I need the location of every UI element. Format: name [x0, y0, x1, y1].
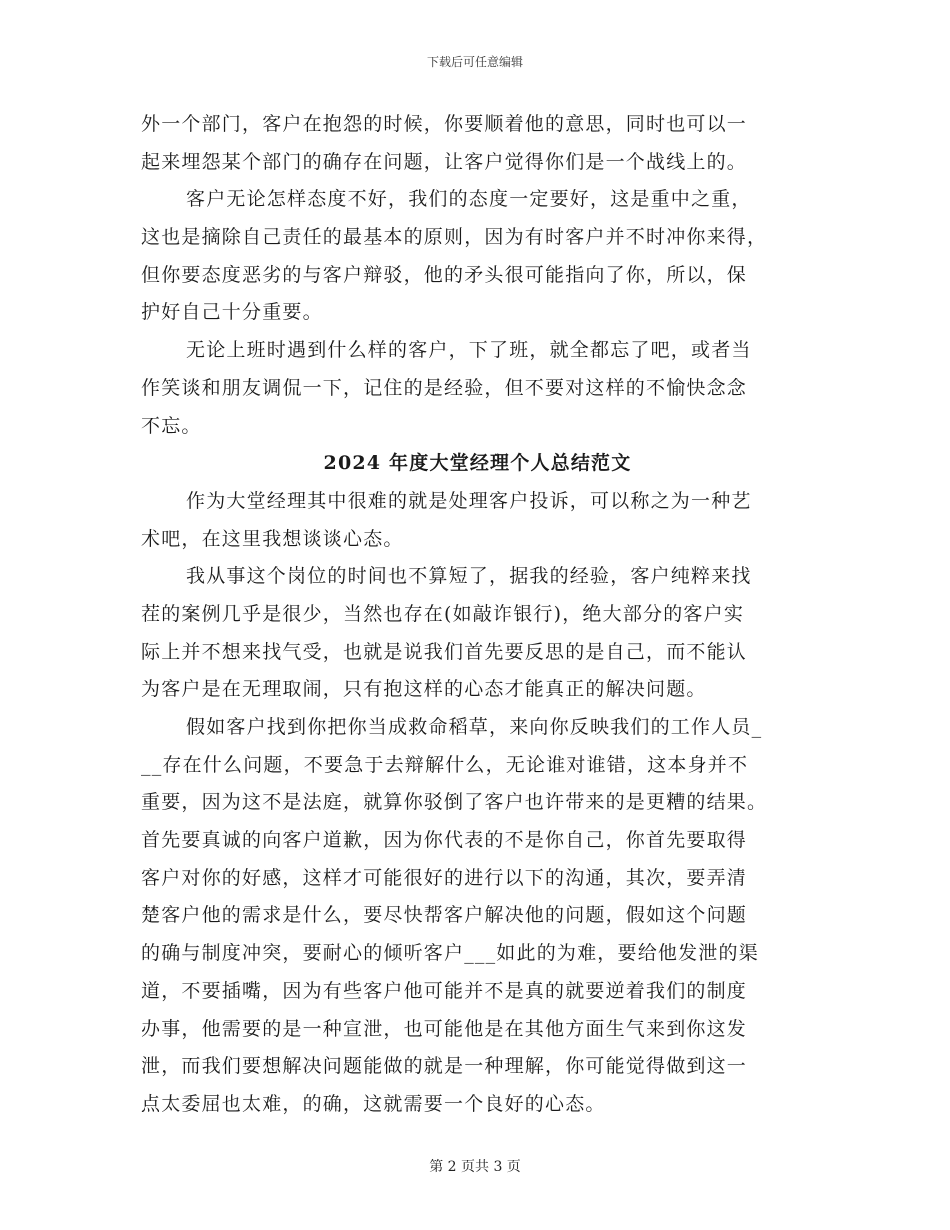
- text-line: 办事，他需要的是一种宣泄，也可能他是在其他方面生气来到你这发: [141, 1017, 748, 1040]
- text-line: 客户对你的好感，这样才可能很好的进行以下的沟通，其次，要弄清: [141, 866, 748, 889]
- page-number: 第 2 页共 3 页: [429, 1159, 521, 1175]
- text-line: 道，不要插嘴，因为有些客户他可能并不是真的就要逆着我们的制度: [141, 979, 748, 1002]
- text-line: 作为大堂经理其中很难的就是处理客户投诉，可以称之为一种艺: [186, 489, 752, 512]
- text-line: 外一个部门，客户在抱怨的时候，你要顺着他的意思，同时也可以一: [141, 113, 748, 135]
- text-line: __存在什么问题，不要急于去辩解什么，无论谁对谁错，这本身并不: [141, 753, 749, 776]
- text-line: 起来埋怨某个部门的确存在问题，让客户觉得你们是一个战线上的。: [141, 150, 748, 173]
- text-line: 术吧，在这里我想谈谈心态。: [141, 527, 404, 550]
- text-line: 的确与制度冲突，要耐心的倾听客户___如此的为难，要给他发泄的渠: [141, 942, 759, 965]
- text-line: 客户无论怎样态度不好，我们的态度一定要好，这是重中之重，: [186, 188, 752, 211]
- text-line: 但你要态度恶劣的与客户辩驳，他的矛头很可能指向了你，所以，保: [141, 263, 748, 286]
- text-line: 重要，因为这不是法庭，就算你驳倒了客户也许带来的是更糟的结果。: [141, 791, 768, 814]
- text-line: 不忘。: [141, 414, 202, 437]
- text-line: 点太委屈也太难，的确，这就需要一个良好的心态。: [141, 1092, 606, 1115]
- text-line: 无论上班时遇到什么样的客户，下了班，就全都忘了吧，或者当: [186, 339, 752, 362]
- section-title: 2024 年度大堂经理个人总结范文: [323, 452, 632, 475]
- document-body: [141, 106, 811, 1124]
- page-header: 下载后可任意编辑: [426, 55, 523, 69]
- text-line: 护好自己十分重要。: [141, 301, 323, 324]
- text-line: 假如客户找到你把你当成救命稻草，来向你反映我们的工作人员_: [186, 716, 763, 738]
- text-line: 为客户是在无理取闹，只有抱这样的心态才能真正的解决问题。: [141, 678, 707, 701]
- text-line: 茬的案例几乎是很少，当然也存在(如敲诈银行)，绝大部分的客户实: [141, 602, 745, 625]
- text-line: 作笑谈和朋友调侃一下，记住的是经验，但不要对这样的不愉快念念: [141, 376, 748, 399]
- text-line: 楚客户他的需求是什么，要尽快帮客户解决他的问题，假如这个问题: [141, 904, 748, 927]
- text-line: 泄，而我们要想解决问题能做的就是一种理解，你可能觉得做到这一: [141, 1055, 748, 1078]
- text-line: 我从事这个岗位的时间也不算短了，据我的经验，客户纯粹来找: [186, 565, 752, 588]
- text-line: 际上并不想来找气受，也就是说我们首先要反思的是自己，而不能认: [141, 640, 748, 663]
- text-line: 这也是摘除自己责任的最基本的原则，因为有时客户并不时冲你来得，: [141, 226, 768, 249]
- text-line: 首先要真诚的向客户道歉，因为你代表的不是你自己，你首先要取得: [141, 829, 748, 852]
